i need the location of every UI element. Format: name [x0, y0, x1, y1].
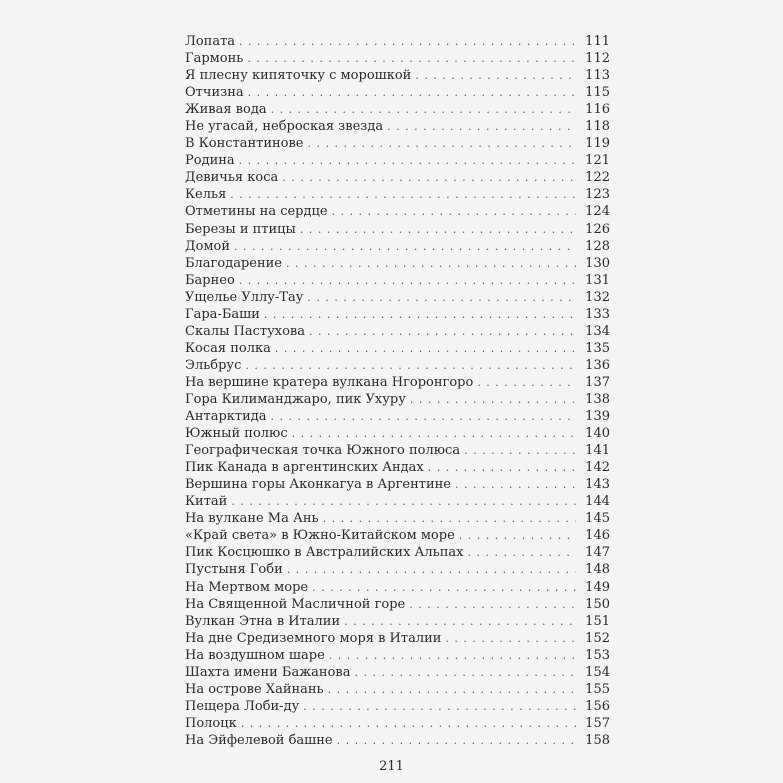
toc-dot-leader: [282, 169, 576, 186]
toc-dot-leader: [410, 391, 576, 408]
toc-entry-title: Живая вода: [185, 102, 267, 118]
toc-entry: [185, 203, 610, 220]
toc-entry-title: Березы и птицы: [185, 221, 296, 237]
toc-entry-title: Отчизна: [185, 85, 244, 101]
toc-entry: [185, 152, 610, 169]
toc-entry-page: 126: [585, 221, 610, 237]
toc-entry: [185, 715, 610, 732]
toc-entry: [185, 186, 610, 203]
toc-dot-leader: [245, 357, 576, 374]
toc-entry-title: Ущелье Уллу-Тау: [185, 289, 304, 305]
toc-entry-title: Скалы Пастухова: [185, 323, 305, 339]
toc-entry-page: 135: [585, 340, 610, 356]
toc-entry-page: 142: [585, 460, 610, 476]
toc-entry-page: 141: [585, 443, 610, 459]
toc-dot-leader: [445, 630, 576, 647]
toc-dot-leader: [459, 527, 576, 544]
toc-entry-title: Гармонь: [185, 51, 244, 67]
toc-entry: [185, 323, 610, 340]
toc-entry: [185, 50, 610, 67]
toc-entry: [185, 391, 610, 408]
toc-dot-leader: [239, 33, 576, 50]
toc-dot-leader: [309, 323, 576, 340]
toc-entry-page: 134: [585, 323, 610, 339]
toc-dot-leader: [337, 732, 576, 749]
toc-entry: [185, 732, 610, 749]
toc-entry-page: 111: [585, 34, 610, 49]
toc-entry-title: Гара-Баши: [185, 306, 260, 322]
toc-entry: [185, 596, 610, 613]
toc-entry-page: 113: [585, 68, 610, 84]
toc-entry-title: На вулкане Ма Ань: [185, 511, 319, 527]
toc-entry-title: Вершина горы Аконкагуа в Аргентине: [185, 477, 451, 493]
toc-entry: [185, 408, 610, 425]
toc-entry: [185, 101, 610, 118]
toc-dot-leader: [248, 84, 576, 101]
toc-dot-leader: [409, 596, 576, 613]
toc-dot-leader: [231, 493, 576, 510]
toc-entry-page: 154: [585, 664, 610, 680]
toc-entry: [185, 561, 610, 578]
toc-entry-page: 116: [585, 102, 610, 118]
toc-entry-page: 144: [585, 494, 610, 510]
toc-entry-title: Китай: [185, 494, 228, 510]
toc-entry: [185, 118, 610, 135]
toc-entry-page: 152: [585, 630, 610, 646]
toc-dot-leader: [241, 715, 576, 732]
toc-entry-title: На острове Хайнань: [185, 681, 324, 697]
toc-dot-leader: [247, 50, 576, 67]
toc-entry: [185, 135, 610, 152]
toc-entry-page: 130: [585, 255, 610, 271]
toc-entry-title: Антарктида: [185, 409, 267, 425]
toc-entry-title: Барнео: [185, 272, 235, 288]
toc-entry-page: 147: [585, 545, 610, 561]
toc-entry-page: 153: [585, 647, 610, 663]
toc-entry-page: 115: [585, 85, 610, 101]
toc-entry-title: Отметины на сердце: [185, 204, 328, 220]
toc-entry-title: В Константинове: [185, 136, 304, 152]
toc-entry-title: Пещера Лоби-ду: [185, 698, 300, 714]
toc-dot-leader: [323, 510, 576, 527]
toc-entry-page: 121: [585, 153, 610, 169]
toc-entry-page: 122: [585, 170, 610, 186]
toc-entry: [185, 630, 610, 647]
toc-entry: [185, 425, 610, 442]
toc-dot-leader: [312, 579, 576, 596]
toc-entry: [185, 579, 610, 596]
toc-dot-leader: [239, 152, 576, 169]
toc-entry-title: Келья: [185, 187, 227, 203]
toc-dot-leader: [344, 613, 576, 630]
toc-dot-leader: [477, 374, 576, 391]
toc-entry: [185, 442, 610, 459]
toc-entry-page: 118: [585, 119, 610, 135]
toc-entry: [185, 613, 610, 630]
toc-entry: [185, 306, 610, 323]
toc-entry-title: Пик Косцюшко в Австралийских Альпах: [185, 545, 464, 561]
toc-entry: [185, 493, 610, 510]
toc-entry-page: 148: [585, 562, 610, 578]
toc-entry-page: 143: [585, 477, 610, 493]
toc-dot-leader: [230, 186, 576, 203]
toc-dot-leader: [332, 203, 576, 220]
toc-dot-leader: [387, 118, 576, 135]
toc-entry: [185, 272, 610, 289]
toc-dot-leader: [300, 221, 576, 238]
toc-entry: [185, 255, 610, 272]
toc-entry: [185, 221, 610, 238]
toc-entry-page: 133: [585, 306, 610, 322]
toc-dot-leader: [415, 67, 576, 84]
toc-entry-page: 146: [585, 528, 610, 544]
toc-entry-page: 119: [585, 136, 610, 152]
toc-entry-title: Не угасай, неброская звезда: [185, 119, 384, 135]
toc-entry-title: На вершине кратера вулкана Нгоронгоро: [185, 374, 474, 390]
toc-entry-page: 139: [585, 409, 610, 425]
toc-dot-leader: [292, 425, 576, 442]
toc-entry: [185, 459, 610, 476]
toc-entry-page: 132: [585, 289, 610, 305]
toc-entry-title: На Мертвом море: [185, 579, 309, 595]
toc-dot-leader: [271, 408, 576, 425]
toc-dot-leader: [264, 306, 576, 323]
toc-entry: [185, 527, 610, 544]
toc-entry-title: Пустыня Гоби: [185, 562, 283, 578]
toc-dot-leader: [287, 561, 576, 578]
toc-entry-page: 151: [585, 613, 610, 629]
toc-entry-title: Гора Килиманджаро, пик Ухуру: [185, 391, 406, 407]
toc-entry-title: Географическая точка Южного полюса: [185, 443, 461, 459]
toc-entry-page: 138: [585, 391, 610, 407]
toc-dot-leader: [329, 647, 576, 664]
toc-dot-leader: [286, 255, 576, 272]
toc-entry-page: 128: [585, 238, 610, 254]
toc-entry: [185, 340, 610, 357]
toc-dot-leader: [328, 681, 576, 698]
toc-entry: [185, 33, 610, 50]
toc-entry: [185, 664, 610, 681]
toc-entry-title: Косая полка: [185, 340, 271, 356]
toc-dot-leader: [428, 459, 576, 476]
toc-dot-leader: [239, 272, 576, 289]
toc-entry: [185, 647, 610, 664]
toc-entry-page: 137: [585, 374, 610, 390]
toc-entry-page: 145: [585, 511, 610, 527]
toc-entry: [185, 510, 610, 527]
toc-entry-title: Домой: [185, 238, 230, 254]
toc-entry-page: 123: [585, 187, 610, 203]
toc-entry: [185, 374, 610, 391]
toc-dot-leader: [234, 238, 576, 255]
toc-entry-page: 158: [585, 732, 610, 748]
toc-entry: [185, 476, 610, 493]
toc-entry-title: На дне Средиземного моря в Италии: [185, 630, 442, 646]
table-of-contents: [185, 33, 610, 749]
toc-entry: [185, 357, 610, 374]
toc-entry-title: На воздушном шаре: [185, 647, 325, 663]
toc-entry-page: 150: [585, 596, 610, 612]
toc-entry: [185, 544, 610, 561]
toc-entry-title: На Эйфелевой башне: [185, 732, 333, 748]
toc-entry-title: Девичья коса: [185, 170, 279, 186]
toc-entry: [185, 67, 610, 84]
toc-dot-leader: [464, 442, 576, 459]
toc-entry: [185, 84, 610, 101]
toc-entry-page: 124: [585, 204, 610, 220]
toc-entry: [185, 289, 610, 306]
toc-entry-title: Лопата: [185, 34, 236, 49]
toc-dot-leader: [307, 289, 576, 306]
toc-entry-title: Вулкан Этна в Италии: [185, 613, 341, 629]
toc-entry-title: Благодарение: [185, 255, 282, 271]
toc-entry-page: 140: [585, 426, 610, 442]
toc-entry-page: 157: [585, 715, 610, 731]
toc-dot-leader: [271, 101, 576, 118]
toc-dot-leader: [355, 664, 577, 681]
toc-dot-leader: [303, 698, 576, 715]
toc-entry-title: Пик Канада в аргентинских Андах: [185, 460, 424, 476]
toc-entry-title: «Край света» в Южно-Китайском море: [185, 528, 455, 544]
toc-dot-leader: [455, 476, 576, 493]
toc-entry-title: Эльбрус: [185, 357, 242, 373]
toc-entry-title: Родина: [185, 153, 235, 169]
toc-entry-title: Шахта имени Бажанова: [185, 664, 351, 680]
toc-dot-leader: [275, 340, 576, 357]
toc-entry-page: 156: [585, 698, 610, 714]
toc-entry-title: Я плесну кипяточку с морошкой: [185, 68, 412, 84]
toc-dot-leader: [308, 135, 577, 152]
toc-entry-page: 112: [585, 51, 610, 67]
toc-dot-leader: [467, 544, 576, 561]
toc-entry: [185, 238, 610, 255]
toc-entry-page: 149: [585, 579, 610, 595]
toc-entry-page: 131: [585, 272, 610, 288]
toc-entry-title: Полоцк: [185, 715, 237, 731]
page-number: 211: [379, 759, 404, 774]
toc-entry-title: Южный полюс: [185, 426, 288, 442]
toc-entry-title: На Священной Масличной горе: [185, 596, 406, 612]
toc-entry: [185, 698, 610, 715]
toc-entry: [185, 681, 610, 698]
toc-entry: [185, 169, 610, 186]
toc-entry-page: 155: [585, 681, 610, 697]
toc-entry-page: 136: [585, 357, 610, 373]
